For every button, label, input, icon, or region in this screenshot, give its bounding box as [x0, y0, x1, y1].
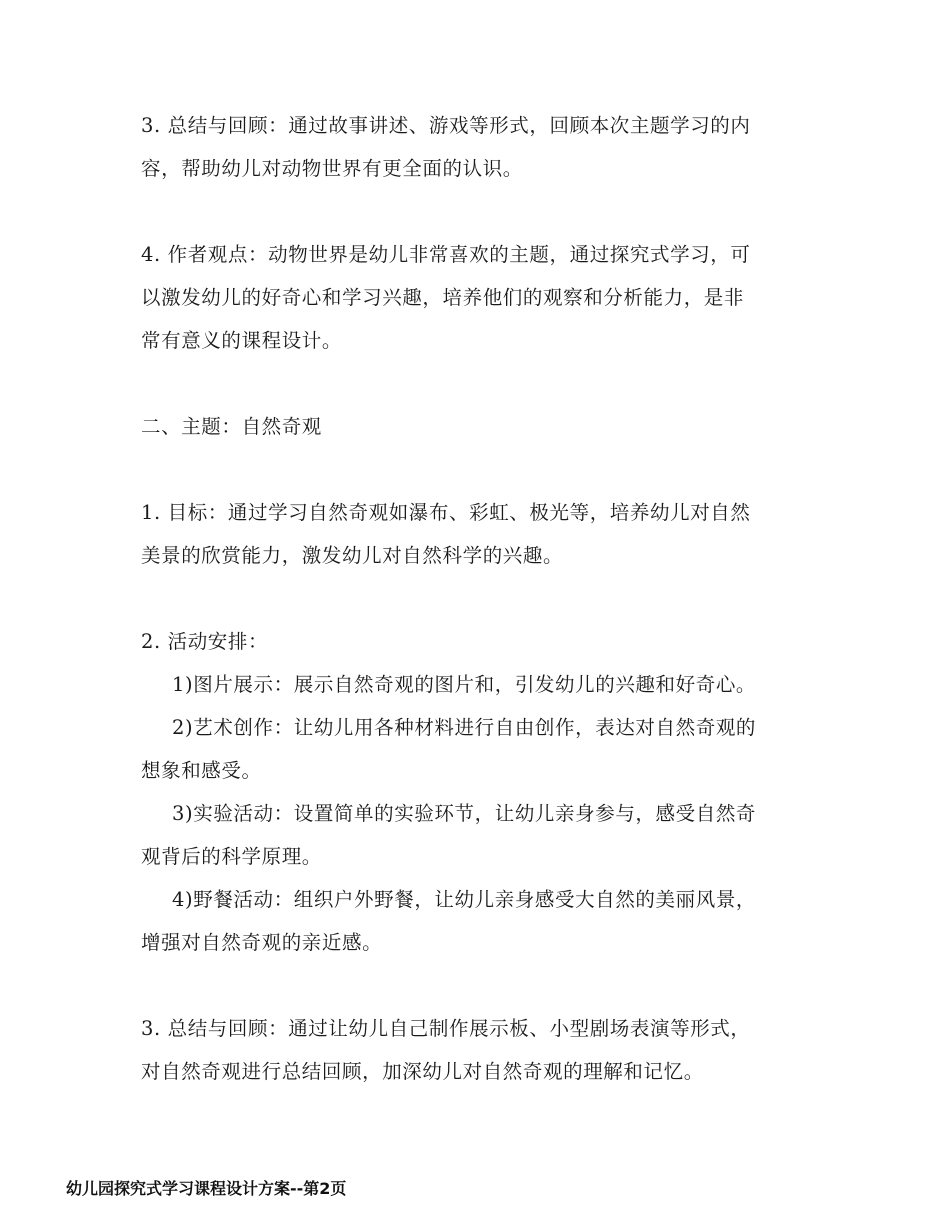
section-heading: 二、主题：自然奇观: [141, 415, 322, 438]
paragraph-line: 3. 总结与回顾：通过故事讲述、游戏等形式，回顾本次主题学习的内: [141, 114, 751, 137]
list-item: 1)图片展示：展示自然奇观的图片和，引发幼儿的兴趣和好奇心。: [172, 673, 757, 696]
paragraph-line: 4. 作者观点：动物世界是幼儿非常喜欢的主题，通过探究式学习，可: [141, 243, 751, 266]
paragraph-gap: [141, 190, 801, 233]
page-footer: 幼儿园探究式学习课程设计方案--第2页: [66, 1179, 347, 1198]
list-item: 4)野餐活动：组织户外野餐，让幼儿亲身感受大自然的美丽风景，: [172, 888, 757, 911]
list-item-continuation: 增强对自然奇观的亲近感。: [141, 931, 383, 954]
paragraph-gap: [141, 448, 801, 491]
paragraph-gap: [141, 362, 801, 405]
paragraph-line: 美景的欣赏能力，激发幼儿对自然科学的兴趣。: [141, 544, 564, 567]
paragraph-line: 2. 活动安排：: [141, 630, 269, 653]
list-item: 2)艺术创作：让幼儿用各种材料进行自由创作，表达对自然奇观的: [172, 716, 757, 739]
paragraph-line: 1. 目标：通过学习自然奇观如瀑布、彩虹、极光等，培养幼儿对自然: [141, 501, 751, 524]
paragraph-gap: [141, 577, 801, 620]
paragraph-line: 常有意义的课程设计。: [141, 329, 343, 352]
paragraph-gap: [141, 964, 801, 1007]
paragraph-line: 容，帮助幼儿对动物世界有更全面的认识。: [141, 157, 523, 180]
list-item-continuation: 观背后的科学原理。: [141, 845, 322, 868]
paragraph-line: 以激发幼儿的好奇心和学习兴趣，培养他们的观察和分析能力，是非: [141, 286, 745, 309]
paragraph-line: 3. 总结与回顾：通过让幼儿自己制作展示板、小型剧场表演等形式，: [141, 1017, 751, 1040]
paragraph-line: 对自然奇观进行总结回顾，加深幼儿对自然奇观的理解和记忆。: [141, 1060, 704, 1083]
document-body: [141, 104, 801, 1093]
list-item: 3)实验活动：设置简单的实验环节，让幼儿亲身参与，感受自然奇: [172, 802, 757, 825]
list-item-continuation: 想象和感受。: [141, 759, 262, 782]
